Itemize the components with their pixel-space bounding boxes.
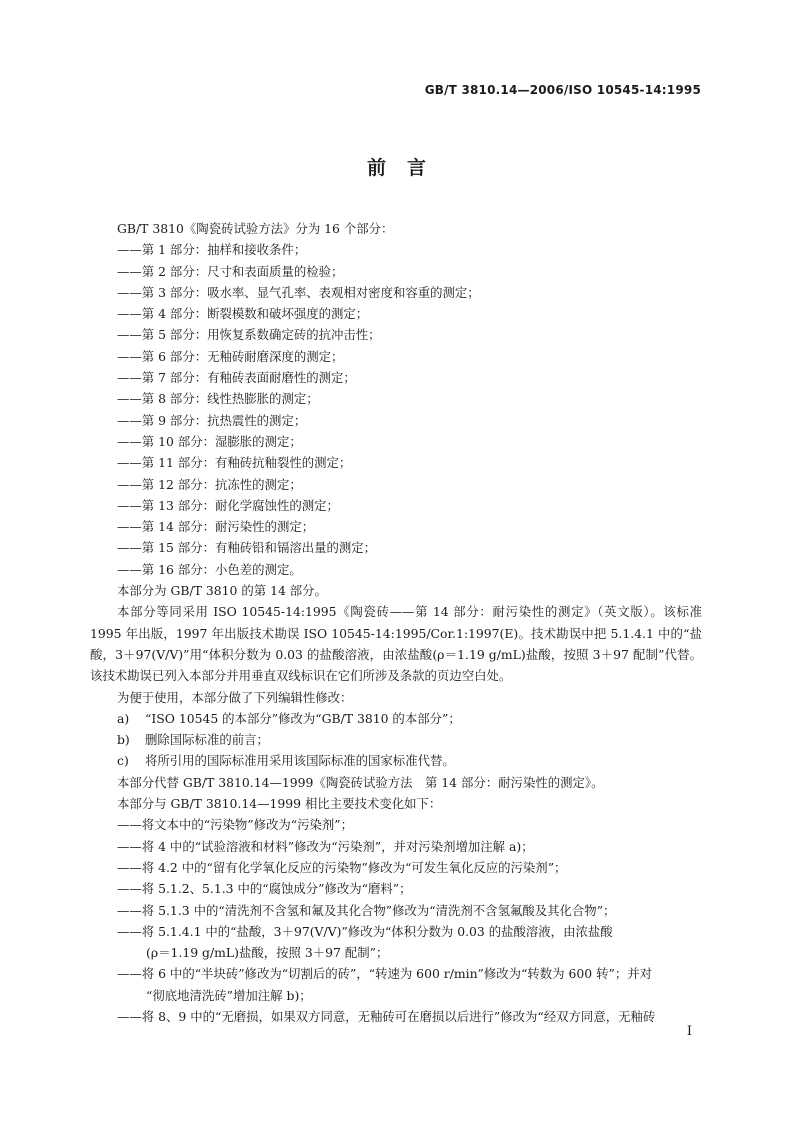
foreword-body xyxy=(90,218,702,1027)
parts-list xyxy=(117,239,702,580)
list-item-continuation: “彻底地清洗砖”增加注解 b)； xyxy=(146,987,312,1003)
list-item: ——第 14 部分：耐污染性的测定； xyxy=(117,519,315,535)
standard-code-header: GB/T 3810.14—2006/ISO 10545-14:1995 xyxy=(424,83,701,97)
list-item: ——第 1 部分：抽样和接收条件； xyxy=(117,242,307,258)
list-item: ——第 6 部分：无釉砖耐磨深度的测定； xyxy=(117,348,344,364)
list-item: ——将 4.2 中的“留有化学氧化反应的污染物”修改为“可发生氧化反应的污染剂”； xyxy=(117,859,567,875)
page-title: 前 言 xyxy=(366,157,427,179)
list-item: ——第 3 部分：吸水率、显气孔率、表观相对密度和容重的测定； xyxy=(117,284,480,300)
list-item: ——第 9 部分：抗热震性的测定； xyxy=(117,412,307,428)
list-item: ——将 5.1.3 中的“清洗剂不含氢和氟及其化合物”修改为“清洗剂不含氢氟酸及其化合物”； xyxy=(117,902,616,918)
list-item-label: a) xyxy=(117,710,130,726)
intro-line: GB/T 3810《陶瓷砖试验方法》分为 16 个部分： xyxy=(117,221,394,236)
list-item-text: 将所引用的国际标准用采用该国际标准的国家标准代替。 xyxy=(145,753,455,769)
list-item: ——第 2 部分：尺寸和表面质量的检验； xyxy=(117,263,344,279)
list-item: ——第 4 部分：断裂模数和破坏强度的测定； xyxy=(117,306,369,322)
adoption-paragraph: 本部分等同采用 ISO 10545-14:1995《陶瓷砖——第 14 部分：耐污染性的测定》（英文版）。该标准 1995 年出版，1997 年出版技术勘误 ISO 10545-14:1995/Cor.1:1997(E)。技术勘误中把 5.1.4.1 中的“盐酸，3＋97(V/V)”用“体积分数为 0.03 的盐酸溶液，由浓盐酸(ρ＝1.19 g/mL)盐酸，按照 3＋97 配制”代替。该技术勘误已列入本部分并用垂直双线标识在它们所涉及条款的页边空白处。 xyxy=(90,604,702,684)
list-item: ——将 4 中的“试验溶液和材料”修改为“污染剂”，并对污染剂增加注解 a)； xyxy=(117,838,534,854)
list-item: ——第 11 部分：有釉砖抗釉裂性的测定； xyxy=(117,455,352,471)
list-item-label: c) xyxy=(117,753,129,769)
part-note: 本部分为 GB/T 3810 的第 14 部分。 xyxy=(117,583,327,599)
changes-intro: 本部分与 GB/T 3810.14—1999 相比主要技术变化如下： xyxy=(117,796,442,812)
list-item: ——第 13 部分：耐化学腐蚀性的测定； xyxy=(117,497,339,513)
list-item: ——第 10 部分：湿膨胀的测定； xyxy=(117,433,302,449)
list-item-text: “ISO 10545 的本部分”修改为“GB/T 3810 的本部分”； xyxy=(145,710,461,726)
list-item: ——将文本中的“污染物”修改为“污染剂”； xyxy=(117,817,353,833)
list-item: ——第 7 部分：有釉砖表面耐磨性的测定； xyxy=(117,370,356,386)
list-item: ——第 5 部分：用恢复系数确定砖的抗冲击性； xyxy=(117,327,381,343)
changes-list xyxy=(117,814,702,1027)
list-item: ——第 12 部分：抗冻性的测定； xyxy=(117,476,302,492)
list-item: ——第 8 部分：线性热膨胀的测定； xyxy=(117,391,319,407)
list-item: ——第 16 部分：小色差的测定。 xyxy=(117,561,302,577)
edit-intro: 为便于使用，本部分做了下列编辑性修改： xyxy=(117,689,353,705)
list-item-label: b) xyxy=(117,732,130,748)
list-item: ——将 8、9 中的“无磨损，如果双方同意，无釉砖可在磨损以后进行”修改为“经双方同意，无釉砖 xyxy=(117,1008,656,1024)
list-item: ——将 5.1.4.1 中的“盐酸，3＋97(V/V)”修改为“体积分数为 0.03 的盐酸溶液，由浓盐酸 xyxy=(117,923,613,939)
list-item: ——将 6 中的“半块砖”修改为“切割后的砖”，“转速为 600 r/min”修改为“转数为 600 转”；并对 xyxy=(117,966,652,982)
list-item-text: 删除国际标准的前言； xyxy=(145,732,269,748)
page-number: I xyxy=(686,1024,692,1039)
edits-list xyxy=(117,708,702,772)
replace-note: 本部分代替 GB/T 3810.14—1999《陶瓷砖试验方法 第 14 部分：耐污染性的测定》。 xyxy=(117,774,604,790)
list-item xyxy=(117,708,702,729)
list-item-continuation: (ρ＝1.19 g/mL)盐酸，按照 3＋97 配制”； xyxy=(146,945,389,961)
list-item xyxy=(117,729,702,750)
list-item: ——将 5.1.2、5.1.3 中的“腐蚀成分”修改为“磨料”； xyxy=(117,881,412,897)
list-item xyxy=(117,750,702,771)
list-item: ——第 15 部分：有釉砖铅和镉溶出量的测定； xyxy=(117,540,377,556)
